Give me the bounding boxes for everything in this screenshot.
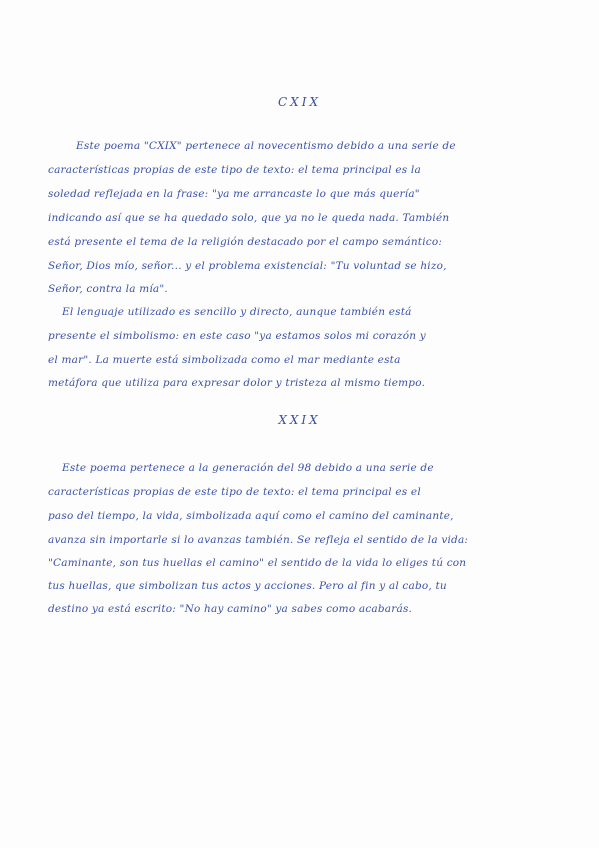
poem1-line-8: El lenguaje utilizado es sencillo y directo, aunque también está [62, 306, 412, 318]
poem1-line-10: el mar". La muerte está simbolizada como el mar mediante esta [48, 354, 401, 366]
poem2-title: XXIX [278, 413, 321, 427]
poem1-line-2: características propias de este tipo de texto: el tema principal es la [48, 164, 421, 176]
poem1-line-7: Señor, contra la mía". [48, 283, 168, 295]
poem1-title: CXIX [277, 95, 321, 109]
poem2-line-6: tus huellas, que simbolizan tus actos y acciones. Pero al fin y al cabo, tu [48, 580, 447, 592]
poem1-line-5: está presente el tema de la religión destacado por el campo semántico: [48, 236, 443, 248]
poem2-line-3: paso del tiempo, la vida, simbolizada aquí como el camino del caminante, [48, 510, 454, 522]
poem1-line-6: Señor, Dios mío, señor... y el problema existencial: "Tu voluntad se hizo, [48, 260, 447, 272]
poem1-line-4: indicando así que se ha quedado solo, que ya no le queda nada. También [48, 212, 450, 224]
poem1-line-3: soledad reflejada en la frase: "ya me arrancaste lo que más quería" [48, 188, 420, 200]
poem2-line-7: destino ya está escrito: "No hay camino" ya sabes como acabarás. [48, 603, 413, 615]
poem2-line-4: avanza sin importarle si lo avanzas también. Se refleja el sentido de la vida: [48, 534, 469, 546]
poem1-line-9: presente el simbolismo: en este caso "ya estamos solos mi corazón y [48, 330, 426, 342]
poem1-line-1: Este poema "CXIX" pertenece al novecentismo debido a una serie de [76, 140, 456, 152]
poem2-line-2: características propias de este tipo de texto: el tema principal es el [48, 486, 421, 498]
poem1-line-11: metáfora que utiliza para expresar dolor y tristeza al mismo tiempo. [48, 377, 426, 389]
poem2-line-1: Este poema pertenece a la generación del 98 debido a una serie de [62, 462, 434, 474]
poem2-line-5: "Caminante, son tus huellas el camino" el sentido de la vida lo eliges tú con [48, 557, 467, 569]
